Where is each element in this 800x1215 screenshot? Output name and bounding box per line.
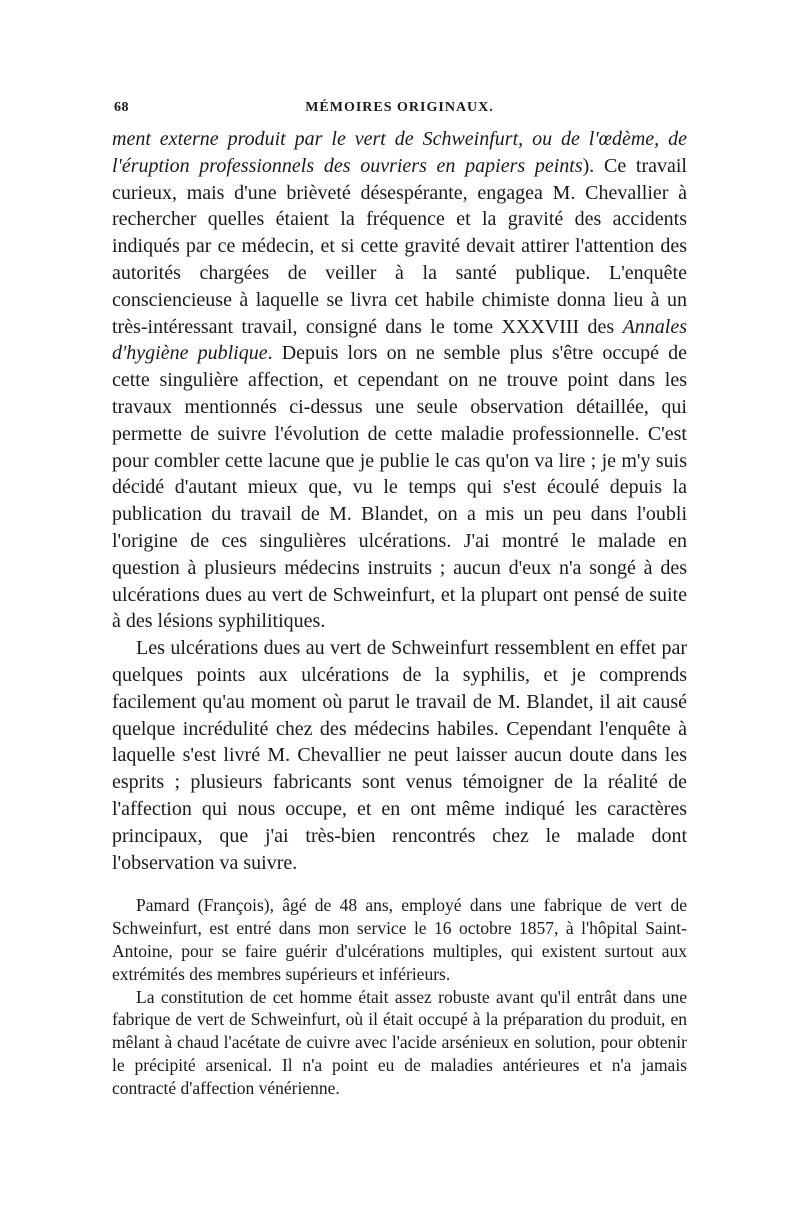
running-head: MÉMOIRES ORIGINAUX. (305, 100, 494, 115)
page-header (112, 96, 687, 126)
main-paragraph-1 (112, 126, 687, 635)
italic-journal-title: Annales d'hygiène publique (112, 315, 687, 365)
observation-paragraph-2: La constitution de cet homme était assez robuste avant qu'il entrât dans une fabrique de vert de Schweinfurt, où il était occupé à la préparation du produit, en mêlant à chaud l'acétate de cuivre avec l'acide arsénieux en solution, pour obtenir le précipité arsenical. Il n'a point eu de maladies antérieures et n'a jamais contracté d'affection vénérienne. (112, 986, 687, 1098)
case-observation (112, 894, 687, 1099)
text-segment: . Depuis lors on ne semble plus s'être occupé de cette singulière affection, et cependant on ne trouve point dans les travaux mentionnés ci-dessus une seule observation détaillée, qui permette de suivre l'évolution de cette maladie professionnelle. C'est pour combler cette lacune que je publie le cas qu'on va lire ; je m'y suis décidé d'autant mieux que, vu le temps qui s'est écoulé depuis la publication du travail de M. Blandet, on a mis un peu dans l'oubli l'origine de ces singulières ulcérations. J'ai montré le malade en question à plusieurs médecins instruits ; aucun d'eux n'a songé à des ulcérations dues au vert de Schweinfurt, et la plupart ont pensé de suite à des lésions syphilitiques. (112, 342, 687, 633)
book-page (112, 96, 687, 1099)
italic-citation: ment externe produit par le vert de Schweinfurt, ou de l'œdème, de l'éruption professionnels des ouvriers en papiers peints (112, 128, 687, 177)
main-text (112, 126, 687, 876)
main-paragraph-2: Les ulcérations dues au vert de Schweinfurt ressemblent en effet par quelques points aux ulcérations de la syphilis, et je comprends facilement qu'au moment où parut le travail de M. Blandet, il ait causé quelque incrédulité chez des médecins habiles. Cependant l'enquête à laquelle s'est livré M. Chevallier ne peut laisser aucun doute dans les esprits ; plusieurs fabricants sont venus témoigner de la réalité de l'affection qui nous occupe, et en ont même indiqué les caractères principaux, que j'ai très-bien rencontrés chez le malade dont l'observation va suivre. (112, 637, 687, 874)
text-segment: ). Ce travail curieux, mais d'une brièveté désespérante, engagea M. Chevallier à rechercher quelles étaient la fréquence et la gravité des accidents indiqués par ce médecin, et si cette gravité devait attirer l'attention des autorités chargées de veiller à la santé publique. L'enquête consciencieuse à laquelle se livra cet habile chimiste donna lieu à un très-intéressant travail, consigné dans le tome XXXVIII des (112, 154, 687, 338)
page-number: 68 (114, 100, 129, 115)
observation-paragraph-1: Pamard (François), âgé de 48 ans, employé dans une fabrique de vert de Schweinfurt, est entré dans mon service le 16 octobre 1857, à l'hôpital Saint-Antoine, pour se faire guérir d'ulcérations multiples, qui existent surtout aux extrémités des membres supérieurs et inférieurs. (112, 895, 687, 984)
